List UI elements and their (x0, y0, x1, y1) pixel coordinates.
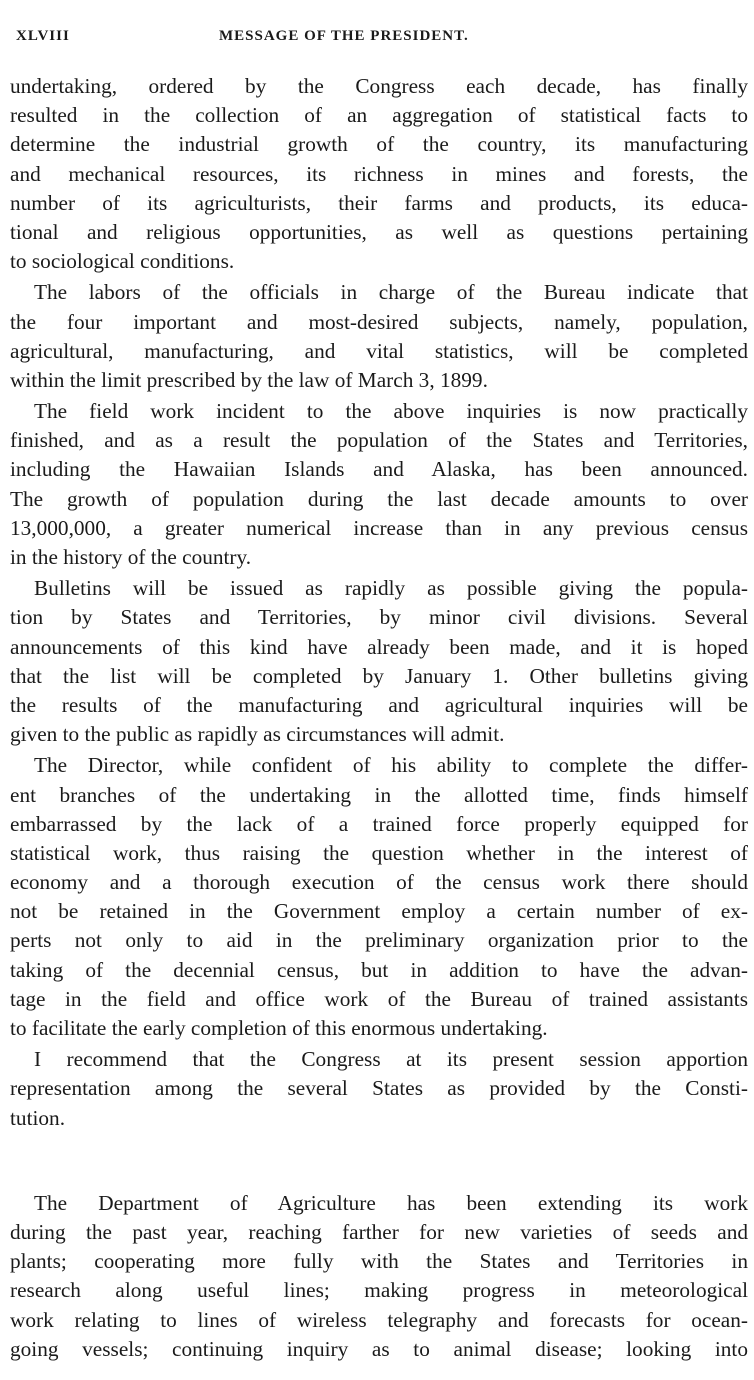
paragraph-field-work (10, 397, 748, 572)
text-line: within the limit prescribed by the law of March 3, 1899. (10, 367, 488, 392)
text-line: work relating to lines of wireless telegraphy and forecasts for ocean- (10, 1307, 748, 1332)
text-line: in the history of the country. (10, 545, 252, 569)
text-line: to facilitate the early completion of this enormous undertaking. (10, 1016, 548, 1040)
paragraph-director (10, 751, 748, 1043)
text-line: plants; cooperating more fully with the States and Territories in (10, 1249, 748, 1274)
text-line: the four important and most-desired subjects, namely, population, (10, 309, 748, 334)
text-line: agricultural, manufacturing, and vital statistics, will be completed (10, 338, 748, 363)
text-line: taking of the decennial census, but in addition to have the advan- (10, 957, 748, 982)
paragraph-apportionment (10, 1045, 748, 1133)
body-text (10, 72, 748, 1364)
text-line: embarrassed by the lack of a trained force properly equipped for (10, 811, 748, 836)
text-line: representation among the several States as provided by the Consti- (10, 1076, 748, 1101)
text-line: during the past year, reaching farther for new varieties of seeds and (10, 1219, 748, 1244)
page-number: XLVIII (16, 28, 70, 44)
text-line: tage in the field and office work of the Bureau of trained assistants (10, 986, 748, 1011)
text-line: The growth of population during the last decade amounts to over (10, 486, 748, 511)
text-line: perts not only to aid in the preliminary organization prior to the (10, 928, 748, 953)
text-line: to sociological conditions. (10, 249, 235, 274)
text-line: undertaking, ordered by the Congress each decade, has finally (10, 74, 748, 98)
text-line: number of its agriculturists, their farms and products, its educa- (10, 190, 748, 215)
text-line: going vessels; continuing inquiry as to animal disease; looking into (10, 1336, 748, 1361)
text-line: the results of the manufacturing and agricultural inquiries will be (10, 692, 748, 717)
text-line: not be retained in the Government employ a certain number of ex- (10, 899, 748, 924)
text-line: announcements of this kind have already been made, and it is hoped (10, 634, 748, 659)
paragraph-bulletins (10, 574, 748, 749)
text-line: tional and religious opportunities, as well as questions pertaining (10, 219, 748, 244)
text-line: The Director, while confident of his ability to complete the differ- (34, 753, 748, 778)
text-line: tion by States and Territories, by minor civil divisions. Several (10, 605, 748, 630)
running-head (16, 28, 736, 52)
text-line: ent branches of the undertaking in the allotted time, finds himself (10, 782, 748, 807)
text-line: I recommend that the Congress at its present session apportion (34, 1047, 748, 1072)
running-title: MESSAGE OF THE PRESIDENT. (219, 28, 469, 44)
text-line: The labors of the officials in charge of the Bureau indicate that (34, 280, 748, 305)
text-line: given to the public as rapidly as circumstances will admit. (10, 722, 505, 747)
text-line: including the Hawaiian Islands and Alaska, has been announced. (10, 457, 748, 482)
text-line: economy and a thorough execution of the census work there should (10, 870, 748, 895)
paragraph-agriculture (10, 1189, 748, 1364)
text-line: and mechanical resources, its richness in mines and forests, the (10, 161, 748, 186)
text-line: research along useful lines; making progress in meteorological (10, 1278, 748, 1303)
text-line: finished, and as a result the population of the States and Territories, (10, 428, 748, 453)
text-line: 13,000,000, a greater numerical increase than in any previous census (10, 515, 748, 540)
text-line: statistical work, thus raising the question whether in the interest of (10, 840, 748, 865)
text-line: Bulletins will be issued as rapidly as possible giving the popula- (34, 576, 748, 601)
text-line: tution. (10, 1105, 66, 1130)
text-line: The field work incident to the above inquiries is now practically (34, 399, 748, 424)
paragraph-bureau-labors (10, 278, 748, 395)
text-line: determine the industrial growth of the country, its manufacturing (10, 132, 748, 157)
text-line: that the list will be completed by January 1. Other bulletins giving (10, 663, 748, 688)
paragraph-census-undertaking (10, 72, 748, 276)
text-line: The Department of Agriculture has been extending its work (34, 1190, 748, 1215)
text-line: resulted in the collection of an aggregation of statistical facts to (10, 103, 748, 128)
